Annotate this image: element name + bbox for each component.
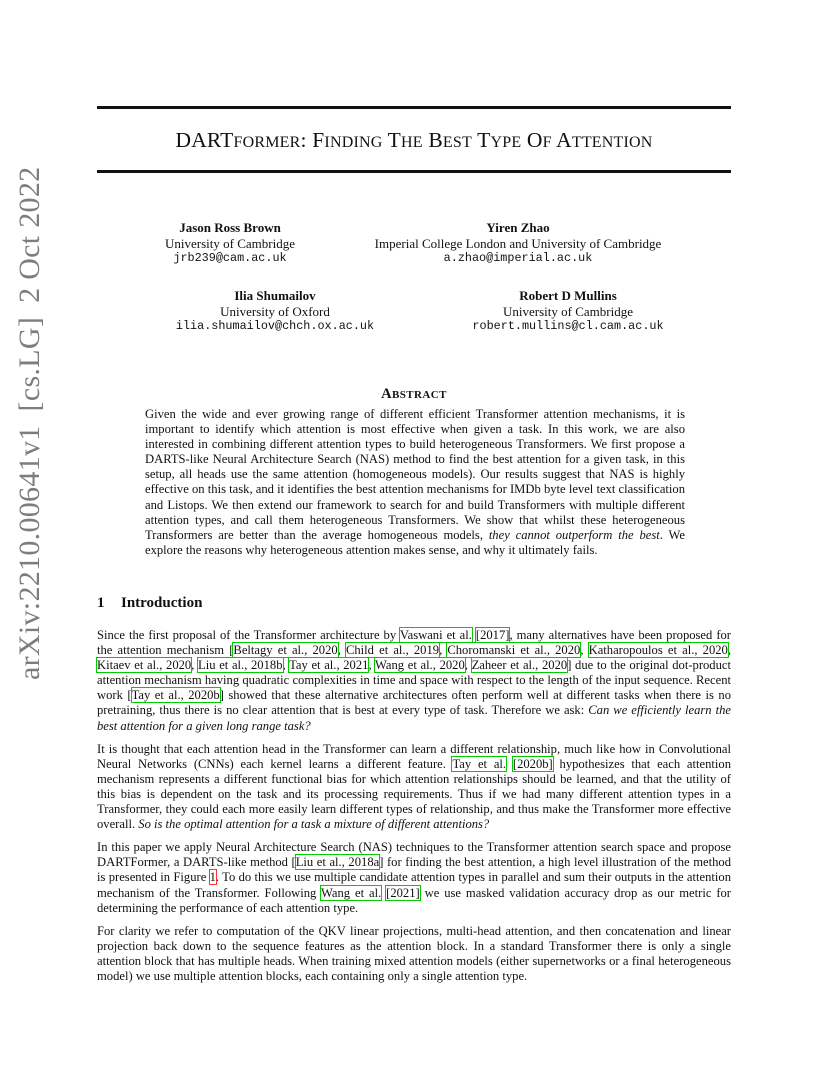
author-name: Robert D Mullins xyxy=(519,288,617,303)
citation-link[interactable]: Wang et al., 2020 xyxy=(375,658,465,673)
citation-link[interactable]: [2020b] xyxy=(512,756,553,771)
author-affiliation: University of Cambridge xyxy=(503,303,633,319)
author-affiliation: Imperial College London and University of Cambridge xyxy=(374,235,662,251)
author-block xyxy=(438,288,698,335)
citation-link[interactable]: Wang et al. xyxy=(321,885,382,900)
abstract-heading: ABSTRACT xyxy=(381,386,447,402)
author-email[interactable]: robert.mullins@cl.cam.ac.uk xyxy=(472,319,664,333)
author-block xyxy=(358,220,678,267)
author-block xyxy=(130,220,330,267)
author-name: Jason Ross Brown xyxy=(179,220,281,235)
paragraph: For clarity we refer to computation of the QKV linear projections, multi-head attention, and then concatenation and linear projection back down to the sequence features as the attention block. In a standard Transformer there is only a single attention block that has multiple heads. When training mixed attention models (either supernetworks or a final heterogeneous model) we use multiple attention blocks, each containing only a single attention type. xyxy=(97,923,731,983)
citation-link[interactable]: Zaheer et al., 2020 xyxy=(471,658,568,673)
author-name: Yiren Zhao xyxy=(486,220,550,235)
title-rule-bottom xyxy=(97,170,731,173)
section-number: 1 xyxy=(97,595,105,611)
arxiv-id: arXiv:2210.00641v1 xyxy=(13,425,46,680)
arxiv-category: [cs.LG] xyxy=(13,316,46,412)
arxiv-date: 2 Oct 2022 xyxy=(13,166,46,303)
title-rule-top xyxy=(97,106,731,109)
citation-link[interactable]: Liu et al., 2018b xyxy=(198,658,283,673)
author-name: Ilia Shumailov xyxy=(234,288,316,303)
author-affiliation: University of Oxford xyxy=(220,303,330,319)
paragraph: It is thought that each attention head in the Transformer can learn a different relationship, much like how in Convolutional Neural Networks (CNNs) each kernel learns a different feature. Tay et al. [2020b] hypothesizes that each attention mechanism represents a different functional bias for which attention relationships should be learned, and that the utility of this bias is dependent on the task and its processing requirements. Thus if we had many different attention types in a Transformer, they could each more easily learn different types of relationship, and thus make the Transformer more effective overall. So is the optimal attention for a task a mixture of different attentions? xyxy=(97,741,731,832)
citation-link[interactable]: Beltagy et al., 2020 xyxy=(233,643,338,658)
author-email[interactable]: jrb239@cam.ac.uk xyxy=(173,251,287,265)
citation-link[interactable]: Tay et al., 2020b xyxy=(131,688,220,703)
citation-link[interactable]: [2021] xyxy=(386,885,420,900)
citation-link[interactable]: Katharopoulos et al., 2020 xyxy=(588,643,728,658)
paragraph: Since the first proposal of the Transformer architecture by Vaswani et al. [2017], many alternatives have been proposed for the attention mechanism [Beltagy et al., 2020, Child et al., 2019, Choromanski et al., 2020, Katharopoulos et al., 2020, Kitaev et al., 2020, Liu et al., 2018b, Tay et al., 2021, Wang et al., 2020, Zaheer et al., 2020] due to the original dot-product attention mechanism having quadratic complexities in time and space with respect to the length of the input sequence. Recent work [Tay et al., 2020b] showed that these alternative architectures often perform well at different tasks when there is no pretraining, thus there is no clear attention that is best at every type of task. Therefore we ask: Can we efficiently learn the best attention for a given long range task? xyxy=(97,628,731,733)
figure-ref-link[interactable]: 1 xyxy=(209,870,216,885)
abstract-text: Given the wide and ever growing range of different efficient Transformer attention mechanisms, it is important to identify which attention is most effective when given a task. In this work, we are also interested in combining different attention types to build heterogeneous Transformers. We first propose a DARTS-like Neural Architecture Search (NAS) method to find the best attention for a given task, in this setup, all heads use the same attention (homogeneous models). Our results suggest that NAS is highly effective on this task, and it identifies the best attention mechanisms for IMDb byte level text classification and Listops. We then extend our framework to search for and build Transformers with multiple different attention types, and call them heterogeneous Transformers. We show that whilst these heterogeneous Transformers are better than the average homogeneous models, they cannot outperform the best. We explore the reasons why heterogeneous attention makes sense, and why it ultimately fails. xyxy=(145,407,685,557)
paper-title: DARTFORMER: FINDING THE BEST TYPE OF ATTENTION xyxy=(175,128,653,152)
author-affiliation: University of Cambridge xyxy=(165,235,295,251)
arxiv-sidebar-stamp xyxy=(5,20,55,680)
citation-link[interactable]: Kitaev et al., 2020 xyxy=(97,658,192,673)
author-email[interactable]: a.zhao@imperial.ac.uk xyxy=(443,251,593,265)
paragraph: In this paper we apply Neural Architecture Search (NAS) techniques to the Transformer attention search space and propose DARTFormer, a DARTS-like method [Liu et al., 2018a] for finding the best attention, a high level illustration of the method is presented in Figure 1. To do this we use multiple candidate attention types in parallel and sum their outputs in the attention mechanism of the Transformer. Following Wang et al. [2021] we use masked validation accuracy drop as our metric for determining the performance of each attention type. xyxy=(97,840,732,915)
author-block xyxy=(160,288,390,335)
citation-link[interactable]: Vaswani et al. xyxy=(399,628,472,642)
citation-link[interactable]: Choromanski et al., 2020 xyxy=(447,643,581,658)
citation-link[interactable]: Liu et al., 2018a xyxy=(295,855,380,870)
author-email[interactable]: ilia.shumailov@chch.ox.ac.uk xyxy=(175,319,375,333)
body-text xyxy=(97,628,731,992)
section-heading xyxy=(97,595,202,612)
citation-link[interactable]: Child et al., 2019 xyxy=(345,643,440,658)
citation-link[interactable]: Tay et al. xyxy=(452,756,507,771)
citation-link[interactable]: Tay et al., 2021 xyxy=(289,658,369,673)
citation-link[interactable]: [2017] xyxy=(475,628,510,642)
section-title: Introduction xyxy=(121,595,203,611)
